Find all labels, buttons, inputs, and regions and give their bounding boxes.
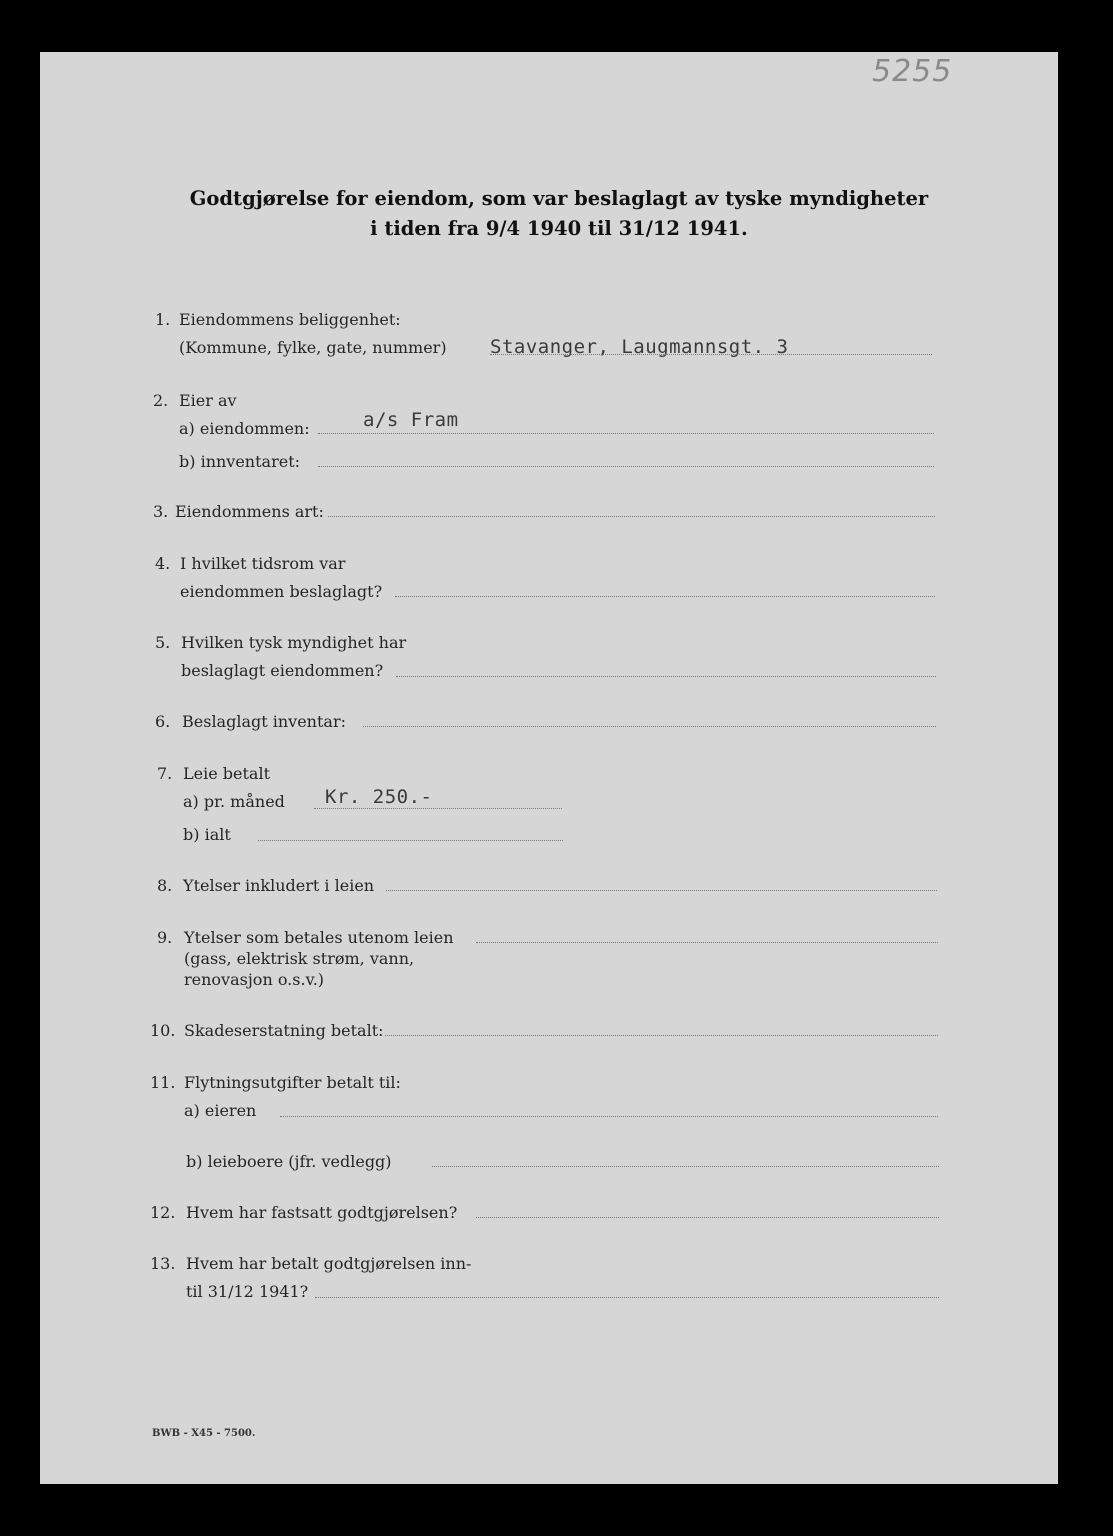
form-title xyxy=(100,184,1018,244)
item-3-label: Eiendommens art: xyxy=(175,502,324,521)
item-2-number: 2. xyxy=(153,391,169,410)
item-6-number: 6. xyxy=(155,712,171,731)
form-title-line-1: Godtgjørelse for eiendom, som var beslaglagt av tyske myndigheter xyxy=(189,187,929,210)
item-2a-line xyxy=(318,433,934,434)
item-2b-label: b) innventaret: xyxy=(179,452,301,471)
item-4-line[interactable] xyxy=(395,596,935,597)
item-2a-value[interactable]: a/s Fram xyxy=(363,409,459,431)
item-7-number: 7. xyxy=(157,764,173,783)
item-7b-line[interactable] xyxy=(258,840,563,841)
item-7b-label: b) ialt xyxy=(183,825,231,844)
item-5-line[interactable] xyxy=(396,676,936,677)
item-4-label: I hvilket tidsrom var xyxy=(180,554,346,573)
item-11b-line[interactable] xyxy=(432,1166,939,1167)
item-11-label: Flytningsutgifter betalt til: xyxy=(184,1073,401,1092)
form-sheet xyxy=(40,52,1058,1484)
item-4-sublabel: eiendommen beslaglagt? xyxy=(180,582,383,601)
footer-print-code: BWB - X45 - 7500. xyxy=(152,1428,256,1439)
item-11a-label: a) eieren xyxy=(184,1101,257,1120)
item-3-number: 3. xyxy=(153,502,169,521)
item-1-line xyxy=(490,354,932,355)
form-title-line-2: i tiden fra 9/4 1940 til 31/12 1941. xyxy=(370,217,748,240)
item-11a-line[interactable] xyxy=(280,1116,938,1117)
item-12-label: Hvem har fastsatt godtgjørelsen? xyxy=(186,1203,458,1222)
item-11b-label: b) leieboere (jfr. vedlegg) xyxy=(186,1152,392,1171)
item-7a-line xyxy=(314,808,562,809)
document-number: 5255 xyxy=(872,54,953,89)
item-5-sublabel: beslaglagt eiendommen? xyxy=(181,661,384,680)
item-7a-value[interactable]: Kr. 250.- xyxy=(325,786,433,808)
item-9-line[interactable] xyxy=(476,942,938,943)
item-1-label: Eiendommens beliggenhet: xyxy=(179,310,401,329)
item-8-label: Ytelser inkludert i leien xyxy=(183,876,375,895)
item-13-line[interactable] xyxy=(315,1297,939,1298)
item-1-value[interactable]: Stavanger, Laugmannsgt. 3 xyxy=(490,336,789,358)
item-5-label: Hvilken tysk myndighet har xyxy=(181,633,407,652)
item-12-number: 12. xyxy=(150,1203,176,1222)
item-9-sublabel-1: (gass, elektrisk strøm, vann, xyxy=(184,949,415,968)
item-1-number: 1. xyxy=(155,310,171,329)
item-2b-line[interactable] xyxy=(318,466,934,467)
item-2a-label: a) eiendommen: xyxy=(179,419,310,438)
item-4-number: 4. xyxy=(155,554,171,573)
item-10-line[interactable] xyxy=(385,1035,938,1036)
item-11-number: 11. xyxy=(150,1073,176,1092)
item-9-label: Ytelser som betales utenom leien xyxy=(184,928,454,947)
item-8-line[interactable] xyxy=(386,890,937,891)
item-6-line[interactable] xyxy=(363,726,936,727)
item-13-label: Hvem har betalt godtgjørelsen inn- xyxy=(186,1254,472,1273)
item-12-line[interactable] xyxy=(476,1217,939,1218)
item-2-label: Eier av xyxy=(179,391,237,410)
item-13-number: 13. xyxy=(150,1254,176,1273)
item-8-number: 8. xyxy=(157,876,173,895)
item-13-sublabel: til 31/12 1941? xyxy=(186,1282,309,1301)
item-7a-label: a) pr. måned xyxy=(183,792,285,811)
item-10-label: Skadeserstatning betalt: xyxy=(184,1021,384,1040)
item-3-line[interactable] xyxy=(328,516,935,517)
item-9-sublabel-2: renovasjon o.s.v.) xyxy=(184,970,325,989)
item-7-label: Leie betalt xyxy=(183,764,270,783)
item-10-number: 10. xyxy=(150,1021,176,1040)
item-9-number: 9. xyxy=(157,928,173,947)
item-1-sublabel: (Kommune, fylke, gate, nummer) xyxy=(179,338,447,357)
item-6-label: Beslaglagt inventar: xyxy=(182,712,346,731)
item-5-number: 5. xyxy=(155,633,171,652)
